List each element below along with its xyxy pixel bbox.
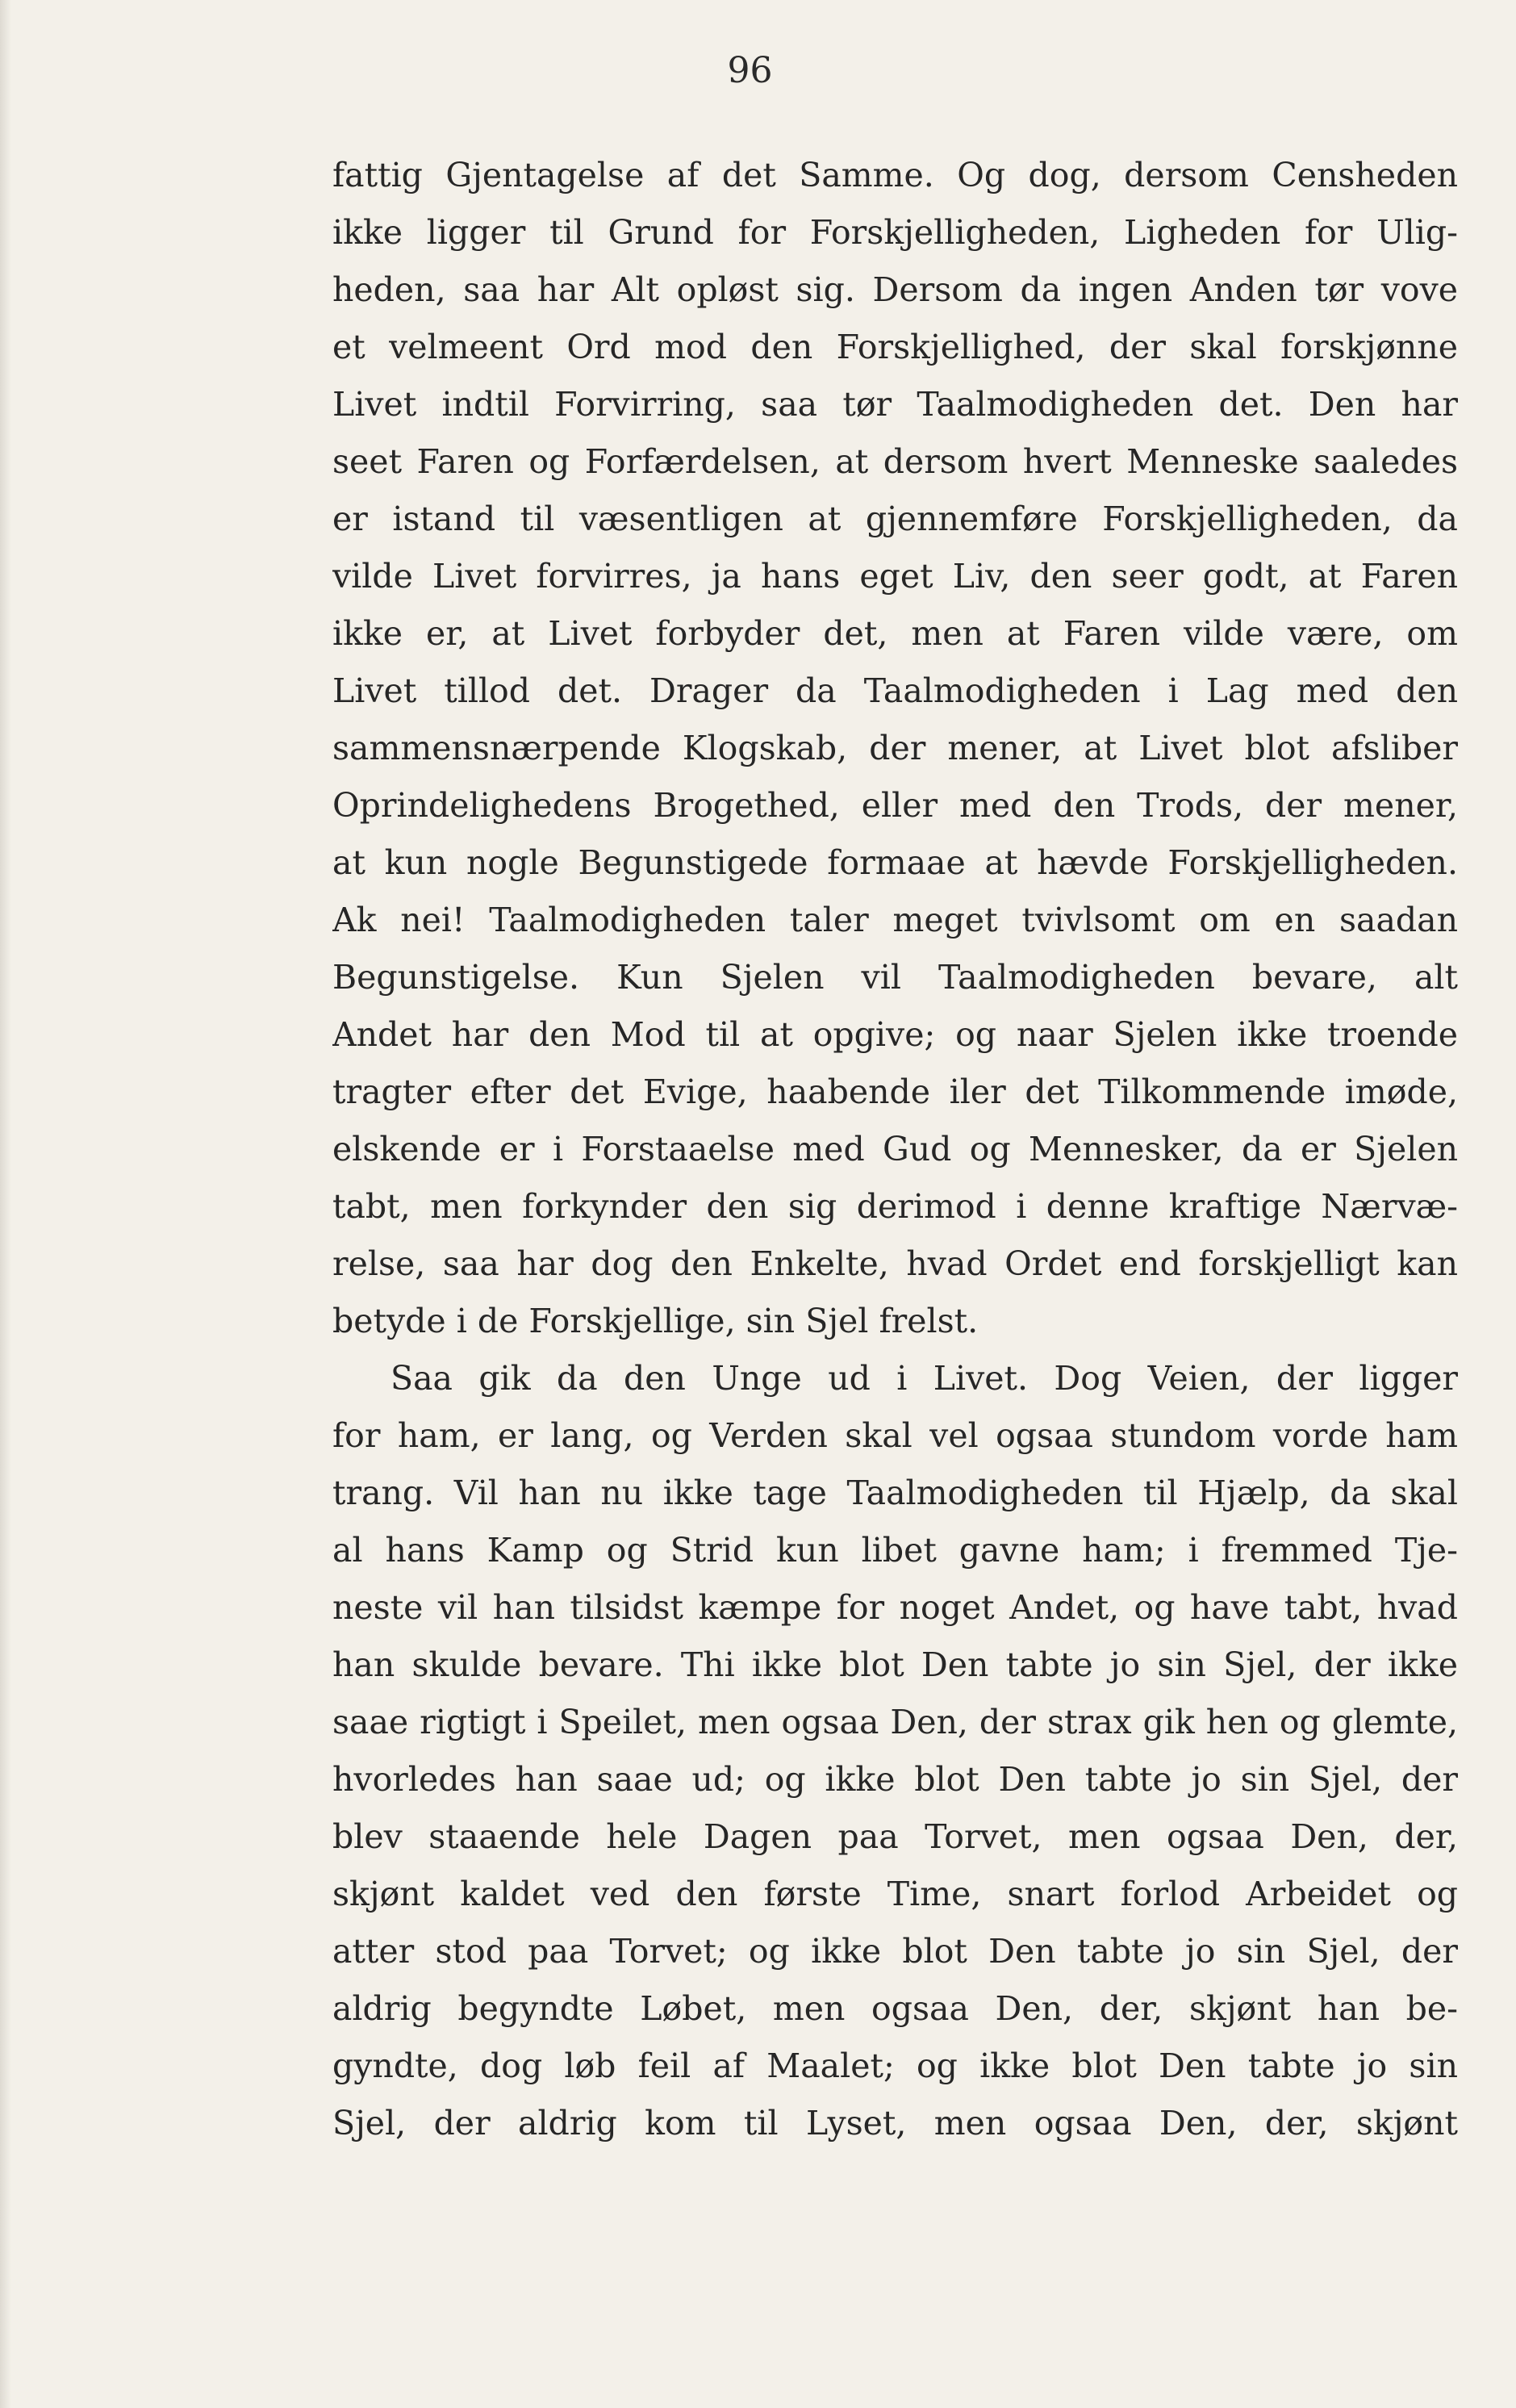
text-line: saae rigtigt i Speilet, men ogsaa Den, der strax gik hen og glemte, bbox=[332, 1703, 1458, 1741]
text-line: fattig Gjentagelse af det Samme. Og dog, dersom Censheden bbox=[332, 156, 1458, 194]
text-line: Begunstigelse. Kun Sjelen vil Taalmodigheden bevare, alt bbox=[332, 958, 1458, 997]
text-line: tragter efter det Evige, haabende iler det Tilkommende imøde, bbox=[332, 1072, 1458, 1111]
text-line: Livet indtil Forvirring, saa tør Taalmodigheden det. Den har bbox=[332, 385, 1458, 424]
text-line: ikke er, at Livet forbyder det, men at Faren vilde være, om bbox=[332, 614, 1458, 653]
text-line: at kun nogle Begunstigede formaae at hævde Forskjelligheden. bbox=[332, 843, 1458, 882]
page-edge-shadow bbox=[0, 0, 11, 2408]
text-line: blev staaende hele Dagen paa Torvet, men ogsaa Den, der, bbox=[332, 1817, 1458, 1856]
text-line: ikke ligger til Grund for Forskjelligheden, Ligheden for Ulig- bbox=[332, 213, 1458, 252]
page-number: 96 bbox=[727, 50, 773, 91]
text-line: skjønt kaldet ved den første Time, snart forlod Arbeidet og bbox=[332, 1875, 1458, 1913]
text-line: Saa gik da den Unge ud i Livet. Dog Veien, der ligger bbox=[390, 1359, 1458, 1398]
text-line: al hans Kamp og Strid kun libet gavne ham; i fremmed Tje- bbox=[332, 1531, 1458, 1570]
text-line: heden, saa har Alt opløst sig. Dersom da ingen Anden tør vove bbox=[332, 270, 1458, 309]
text-line: vilde Livet forvirres, ja hans eget Liv, den seer godt, at Faren bbox=[332, 557, 1458, 596]
text-line: betyde i de Forskjellige, sin Sjel frelst. bbox=[332, 1302, 979, 1340]
body-text bbox=[332, 147, 1458, 2152]
text-line: Ak nei! Taalmodigheden taler meget tvivlsomt om en saadan bbox=[332, 901, 1458, 939]
text-line: neste vil han tilsidst kæmpe for noget Andet, og have tabt, hvad bbox=[332, 1588, 1458, 1627]
text-line: elskende er i Forstaaelse med Gud og Mennesker, da er Sjelen bbox=[332, 1130, 1458, 1168]
text-line: gyndte, dog løb feil af Maalet; og ikke blot Den tabte jo sin bbox=[332, 2046, 1458, 2085]
text-line: Livet tillod det. Drager da Taalmodigheden i Lag med den bbox=[332, 671, 1458, 710]
text-line: relse, saa har dog den Enkelte, hvad Ordet end forskjelligt kan bbox=[332, 1244, 1458, 1283]
text-line: trang. Vil han nu ikke tage Taalmodigheden til Hjælp, da skal bbox=[332, 1474, 1458, 1512]
text-line: Sjel, der aldrig kom til Lyset, men ogsaa Den, der, skjønt bbox=[332, 2104, 1458, 2143]
text-line: aldrig begyndte Løbet, men ogsaa Den, der, skjønt han be- bbox=[332, 1989, 1458, 2028]
text-line: atter stod paa Torvet; og ikke blot Den tabte jo sin Sjel, der bbox=[332, 1932, 1458, 1971]
text-line: han skulde bevare. Thi ikke blot Den tabte jo sin Sjel, der ikke bbox=[332, 1645, 1458, 1684]
text-line: et velmeent Ord mod den Forskjellighed, der skal forskjønne bbox=[332, 328, 1458, 366]
text-line: seet Faren og Forfærdelsen, at dersom hvert Menneske saaledes bbox=[332, 442, 1458, 481]
text-line: er istand til væsentligen at gjennemføre Forskjelligheden, da bbox=[332, 500, 1458, 538]
text-line: tabt, men forkynder den sig derimod i denne kraftige Nærvæ- bbox=[332, 1187, 1458, 1226]
text-line: Oprindelighedens Brogethed, eller med den Trods, der mener, bbox=[332, 786, 1458, 825]
text-line: sammensnærpende Klogskab, der mener, at Livet blot afsliber bbox=[332, 729, 1458, 767]
text-line: Andet har den Mod til at opgive; og naar Sjelen ikke troende bbox=[332, 1015, 1458, 1054]
text-line: hvorledes han saae ud; og ikke blot Den tabte jo sin Sjel, der bbox=[332, 1760, 1458, 1799]
text-line: for ham, er lang, og Verden skal vel ogsaa stundom vorde ham bbox=[332, 1416, 1458, 1455]
